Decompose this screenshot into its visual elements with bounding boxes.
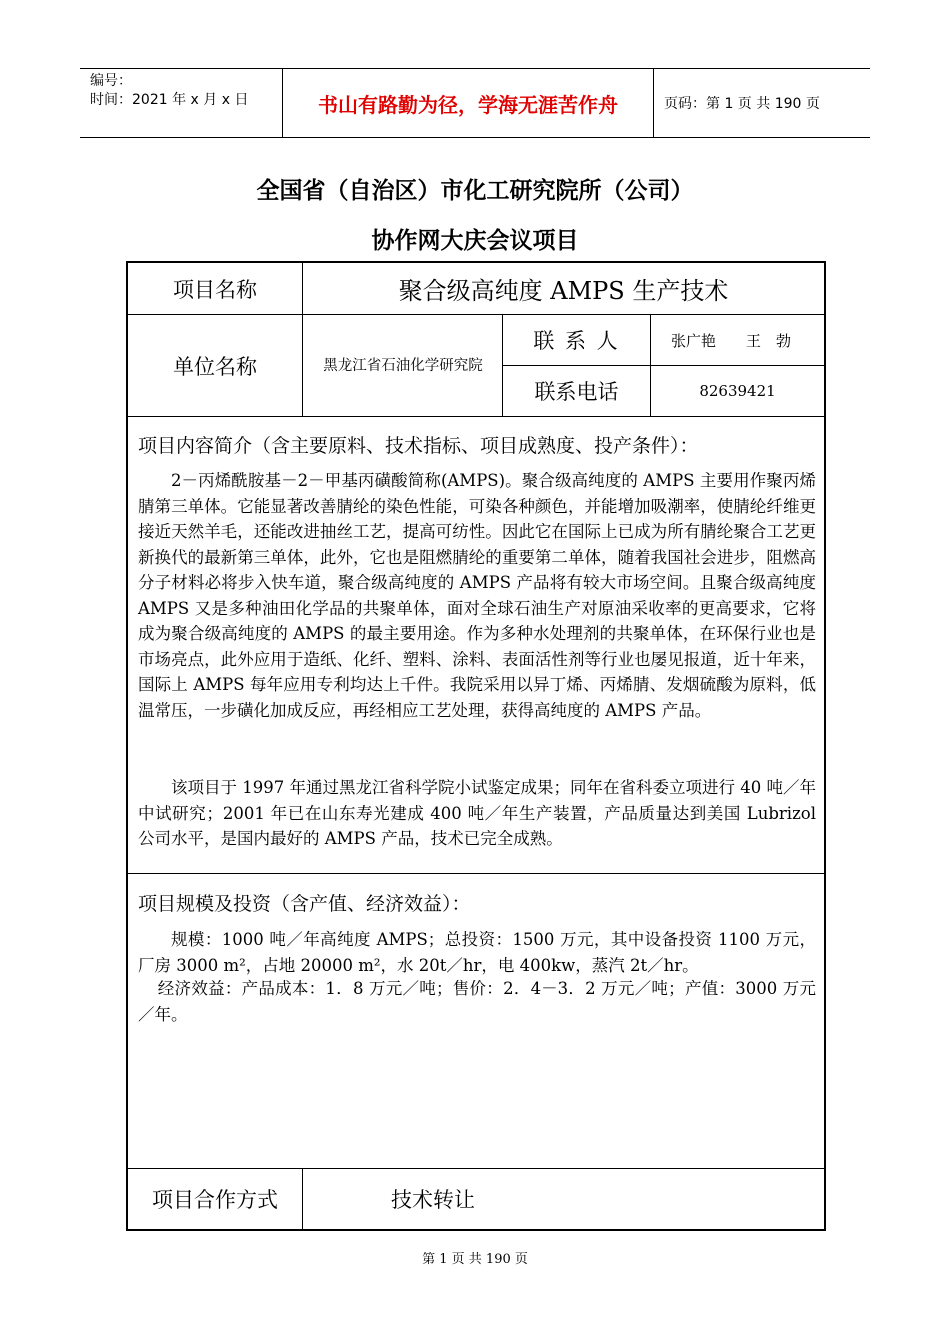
project-name-value: 聚合级高纯度 AMPS 生产技术 bbox=[398, 277, 729, 305]
phone-value: 82639421 bbox=[699, 382, 776, 400]
scale-paragraph-2: 经济效益：产品成本：1．8 万元／吨；售价：2．4－3．2 万元／吨；产值：3000 万元／年。 bbox=[138, 979, 816, 1024]
scale-title: 项目规模及投资（含产值、经济效益）： bbox=[138, 893, 471, 915]
unit-name-value: 黑龙江省石油化学研究院 bbox=[323, 357, 483, 374]
project-table bbox=[126, 261, 826, 1231]
intro-title: 项目内容简介（含主要原料、技术指标、项目成熟度、投产条件）： bbox=[138, 435, 699, 457]
scale-paragraph-1: 规模：1000 吨／年高纯度 AMPS；总投资：1500 万元，其中设备投资 1100 万元，厂房 3000 m²，占地 20000 m²，水 20t／hr，电 400kw，蒸汽 2t／hr。 bbox=[138, 930, 816, 975]
document-subtitle: 协作网大庆会议项目 bbox=[371, 228, 579, 254]
project-name-label: 项目名称 bbox=[173, 277, 257, 302]
row-divider bbox=[128, 416, 824, 417]
page-footer: 第 1 页 共 190 页 bbox=[422, 1252, 528, 1267]
time-label: 时间：2021 年 x 月 x 日 bbox=[90, 92, 249, 108]
document-title: 全国省（自治区）市化工研究院所（公司） bbox=[256, 178, 694, 204]
header-info bbox=[80, 69, 280, 137]
contact-value: 张广艳 王 勃 bbox=[671, 331, 792, 350]
number-label: 编号： bbox=[90, 73, 132, 89]
row-divider bbox=[128, 873, 824, 874]
intro-paragraph-1: 2－丙烯酰胺基－2－甲基丙磺酸简称(AMPS)。聚合级高纯度的 AMPS 主要用作聚丙烯腈第三单体。它能显著改善腈纶的染色性能，可染各种颜色，并能增加吸潮率，使腈纶纤维更接近天然羊毛，还能改进抽丝工艺，提高可纺性。因此它在国际上已成为所有腈纶聚合工艺更新换代的最新第三单体，此外，它也是阻燃腈纶的重要第二单体，随着我国社会进步，阻燃高分子材料必将步入快车道，聚合级高纯度的 AMPS 产品将有较大市场空间。且聚合级高纯度 AMPS 又是多种油田化学品的共聚单体，面对全球石油生产对原油采收率的更高要求，它将成为聚合级高纯度的 AMPS 的最主要用途。作为多种水处理剂的共聚单体，在环保行业也是市场亮点，此外应用于造纸、化纤、塑料、涂料、表面活性剂等行业也屡见报道，近十年来，国际上 AMPS 每年应用专利均达上千件。我院采用以异丁烯、丙烯腈、发烟硫酸为原料，低温常压，一步磺化加成反应，再经相应工艺处理，获得高纯度的 AMPS 产品。 bbox=[138, 471, 816, 720]
cooperation-value: 技术转让 bbox=[391, 1188, 475, 1212]
header-page-info: 页码：第 1 页 共 190 页 bbox=[664, 96, 820, 112]
header-motto: 书山有路勤为径，学海无涯苦作舟 bbox=[282, 69, 654, 137]
contact-label: 联 系 人 bbox=[533, 329, 620, 353]
phone-label: 联系电话 bbox=[534, 380, 619, 404]
intro-paragraph-2: 该项目于 1997 年通过黑龙江省科学院小试鉴定成果；同年在省科委立项进行 40 吨／年中试研究；2001 年已在山东寿光建成 400 吨／年生产装置，产品质量达到美国 Lubrizol 公司水平，是国内最好的 AMPS 产品，技术已完全成熟。 bbox=[138, 778, 816, 848]
page-header bbox=[80, 68, 870, 138]
unit-name-label: 单位名称 bbox=[173, 354, 257, 379]
cooperation-label: 项目合作方式 bbox=[152, 1188, 278, 1212]
